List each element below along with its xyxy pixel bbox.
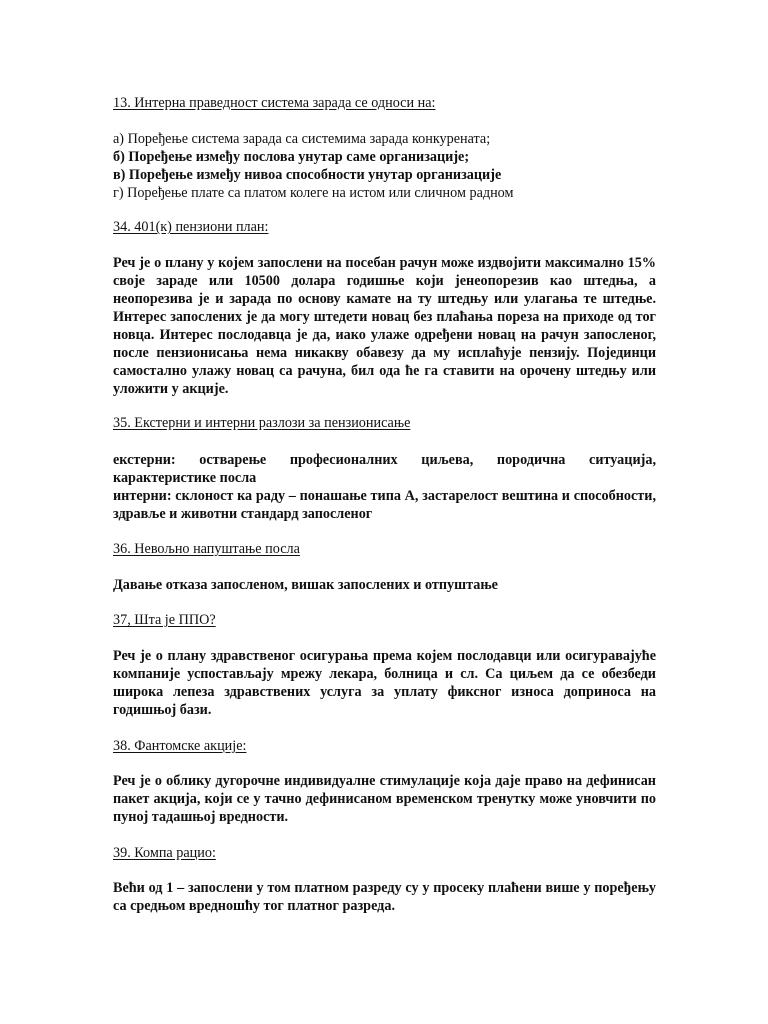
question-34-answer: Реч је о плану у којем запослени на посебан рачун може издвојити максимално 15% своје зараде или 10500 долара годишње који јенеопорезив као штедња, а неопорезива је и зарада по основу камате на ту штедњу или улагања те штедње. Интерес запослених је да могу штедети новац без плаћања пореза на приходе од тог новца. Интерес послодавца је да, иако улаже одређени новац на рачун запосленог, после пензионисања нема никакву обавезу да му исплаћује пензију. Појединци самостално улажу новац са рачуна, бил ода ће га ставити на орочену штедњу или уложити у акције. <box>113 255 656 397</box>
option-a: а) Поређење система зарада са системима зарада конкурената; <box>113 131 491 147</box>
question-38-answer: Реч је о облику дугорочне индивидуалне стимулације која даје право на дефинисан пакет акција, који се у тачно дефинисаном временском тренутку може уновчити по пуној тадашњој вредности. <box>113 773 656 825</box>
internal-reasons: интерни: склоност ка раду – понашање типа А, застарелост вештина и способности, здравље и животни стандард запосленог <box>113 488 656 522</box>
option-d: г) Поређење плате са платом колеге на истом или сличном радном <box>113 185 514 201</box>
question-36-title: 36. Невољно напуштање посла <box>113 541 300 557</box>
question-38-title: 38. Фантомске акције: <box>113 738 247 754</box>
question-37-answer: Реч је о плану здравственог осигурања према којем послодавци или осигуравајуће компаније успостављају мрежу лекара, болница и сл. Са циљем да се обезбеди широка лепеза здравствених услуга за уплату фиксног износа доприноса на годишњој бази. <box>113 648 656 718</box>
question-13-options <box>113 130 656 202</box>
question-37-title: 37, Шта је ППО? <box>113 612 216 628</box>
question-34-title: 34. 401(к) пензиони план: <box>113 219 269 235</box>
question-13-title: 13. Интерна праведност система зарада се односи на: <box>113 95 436 111</box>
option-b: б) Поређење између послова унутар саме организације; <box>113 149 470 165</box>
question-39-answer: Већи од 1 – запослени у том платном разреду су у просеку плаћени више у поређењу са средњом вредношћу тог платног разреда. <box>113 880 656 914</box>
external-reasons: екстерни: остварење професионалних циљева, породична ситуација, карактеристике посла <box>113 452 656 486</box>
option-c: в) Поређење између нивоа способности унутар организације <box>113 167 502 183</box>
question-39-title: 39. Компа рацио: <box>113 845 216 861</box>
question-35-title: 35. Екстерни и интерни разлози за пензионисање <box>113 415 411 431</box>
question-36-answer: Давање отказа запосленом, вишак запослених и отпуштање <box>113 577 498 593</box>
question-35-answer <box>113 451 656 523</box>
